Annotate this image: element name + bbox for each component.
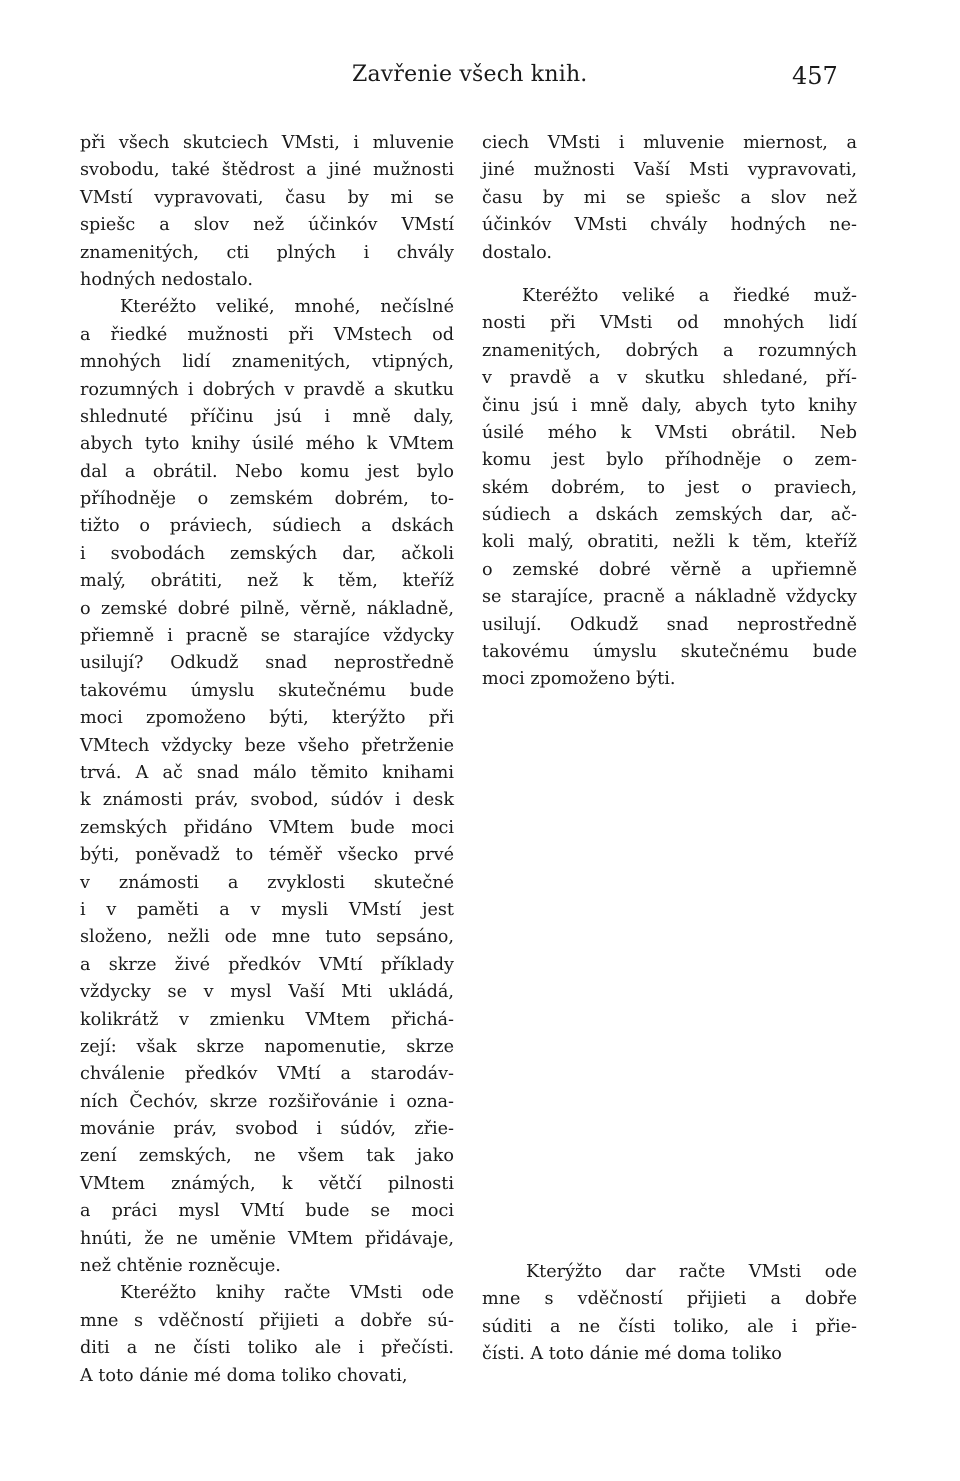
text-line: komu jest bylo příhodněje o zem-: [482, 450, 857, 471]
text-line: moci zpomoženo býti, kterýžto při: [80, 708, 454, 729]
text-line: příhodněje o zemském dobrém, to-: [80, 489, 454, 510]
text-line: dal a obrátil. Nebo komu jest bylo: [80, 461, 454, 482]
text-line: mnohých lidí znamenitých, vtipných,: [80, 352, 454, 373]
text-line: i v paměti a v mysli VMstí jest: [80, 899, 454, 920]
text-line: movánie práv, svobod i súdóv, zřie-: [80, 1119, 454, 1140]
text-line: takovému úmyslu skutečnému bude: [80, 680, 454, 701]
text-line: znamenitých, cti plných i chvály: [80, 242, 454, 263]
left-paragraph-2: [80, 294, 454, 1280]
text-line: vždycky se v mysl Vaší Mti ukládá,: [80, 982, 454, 1003]
text-line: Kteréžto knihy račte VMsti ode: [120, 1283, 454, 1304]
text-line: činu jsú i mně daly, abych tyto knihy: [482, 395, 857, 416]
text-line: čísti. A toto dánie mé doma toliko: [482, 1343, 782, 1364]
text-line: i svobodách zemských dar, ačkoli: [80, 543, 454, 564]
text-line: a práci mysl VMtí bude se moci: [80, 1201, 454, 1222]
text-line: složeno, nežli ode mne tuto sepsáno,: [80, 927, 454, 948]
text-line: VMtem známých, k větčí pilnosti: [80, 1173, 454, 1194]
text-line: VMstí vypravovati, času by mi se: [80, 187, 454, 208]
text-line: mne s vděčností přijieti a dobře: [482, 1289, 857, 1310]
text-line: dostalo.: [482, 242, 552, 263]
text-line: při všech skutciech VMsti, i mluvenie: [80, 133, 454, 153]
text-line: a skrze živé předkóv VMtí příklady: [80, 954, 454, 975]
left-paragraph-3: [80, 1280, 454, 1390]
text-line: se starajíce, pracně a nákladně vždycky: [482, 587, 857, 608]
text-line: ciech VMsti i mluvenie miernost, a: [482, 133, 857, 153]
right-paragraph-2: [482, 283, 857, 694]
text-line: shlednuté příčinu jsú i mně daly,: [80, 406, 454, 427]
paragraph-gap: [482, 267, 857, 283]
text-line: svobodu, také štědrost a jiné mužnosti: [80, 160, 454, 181]
text-line: usilují. Odkudž snad neprostředně: [482, 614, 857, 635]
left-column: [80, 130, 454, 1390]
left-paragraph-1: [80, 130, 454, 294]
text-line: býti, poněvadž to téměř všecko prvé: [80, 845, 454, 866]
text-line: zejí: však skrze napomenutie, skrze: [80, 1036, 454, 1057]
text-line: zemských přidáno VMtem bude moci: [80, 817, 454, 838]
text-line: o zemské dobré věrně a upřiemně: [482, 559, 857, 580]
text-line: Kteréžto veliké, mnohé, nečíslné: [120, 297, 454, 318]
text-line: úsilé mého k VMsti obrátil. Neb: [482, 422, 857, 443]
text-line: v známosti a zvyklosti skutečné: [80, 872, 454, 893]
text-line: účinkóv VMsti chvály hodných ne-: [482, 215, 857, 236]
running-head: Zavřenie všech knih.: [352, 62, 588, 87]
text-line: diti a ne čísti toliko ale i přečísti.: [80, 1338, 454, 1359]
blank-space: [482, 694, 857, 1259]
right-paragraph-1: [482, 130, 857, 267]
text-line: v pravdě a v skutku shledané, pří-: [482, 368, 857, 389]
text-line: tižto o práviech, súdiech a dskách: [80, 516, 454, 537]
text-line: zení zemských, ne všem tak jako: [80, 1146, 454, 1167]
page-number: 457: [792, 62, 838, 90]
text-line: času by mi se spiešc a slov než: [482, 187, 857, 208]
text-line: jiné mužnosti Vaší Msti vypravovati,: [482, 160, 857, 181]
text-line: malý, obrátiti, než k těm, kteříž: [80, 571, 454, 592]
text-line: spiešc a slov než účinkóv VMstí: [80, 215, 454, 236]
text-line: o zemské dobré pilně, věrně, nákladně,: [80, 598, 454, 619]
text-line: takovému úmyslu skutečnému bude: [482, 642, 857, 663]
page-header: [0, 58, 960, 98]
text-line: mne s vděčností přijieti a dobře sú-: [80, 1310, 454, 1331]
text-line: kolikrátž v zmienku VMtem přichá-: [80, 1009, 454, 1030]
text-line: k známosti práv, svobod, súdóv i desk: [80, 790, 454, 811]
text-line: nosti při VMsti od mnohých lidí: [482, 313, 857, 334]
text-line: Kterýžto dar račte VMsti ode: [526, 1261, 857, 1282]
right-paragraph-3: [482, 1259, 857, 1369]
text-line: ních Čechóv, skrze rozšiřovánie i ozna-: [80, 1091, 454, 1112]
right-column: [482, 130, 857, 1368]
text-line: přiemně i pracně se starajíce vždycky: [80, 626, 454, 647]
text-line: rozumných i dobrých v pravdě a skutku: [80, 379, 454, 400]
text-line: moci zpomoženo býti.: [482, 669, 676, 690]
text-line: ském dobrém, to jest o praviech,: [482, 477, 857, 498]
text-line: hnúti, že ne uměnie VMtem přidávaje,: [80, 1228, 454, 1249]
text-line: znamenitých, dobrých a rozumných: [482, 340, 857, 361]
text-line: Kteréžto veliké a řiedké muž-: [522, 285, 857, 306]
text-line: a řiedké mužnosti při VMstech od: [80, 324, 454, 345]
text-line: chválenie předkóv VMtí a starodáv-: [80, 1064, 454, 1085]
text-line: hodných nedostalo.: [80, 269, 253, 290]
text-line: súditi a ne čísti toliko, ale i přie-: [482, 1316, 857, 1337]
text-line: abych tyto knihy úsilé mého k VMtem: [80, 434, 454, 455]
text-line: VMtech vždycky beze všeho přetrženie: [80, 735, 454, 756]
text-line: usilují? Odkudž snad neprostředně: [80, 653, 454, 674]
text-line: než chtěnie rozněcuje.: [80, 1256, 281, 1277]
text-line: súdiech a dskách zemských dar, ač-: [482, 505, 857, 526]
text-line: trvá. A ač snad málo těmito knihami: [80, 762, 454, 783]
text-line: koli malý, obratiti, nežli k těm, kteříž: [482, 532, 857, 553]
text-line: A toto dánie mé doma toliko chovati,: [80, 1365, 408, 1386]
